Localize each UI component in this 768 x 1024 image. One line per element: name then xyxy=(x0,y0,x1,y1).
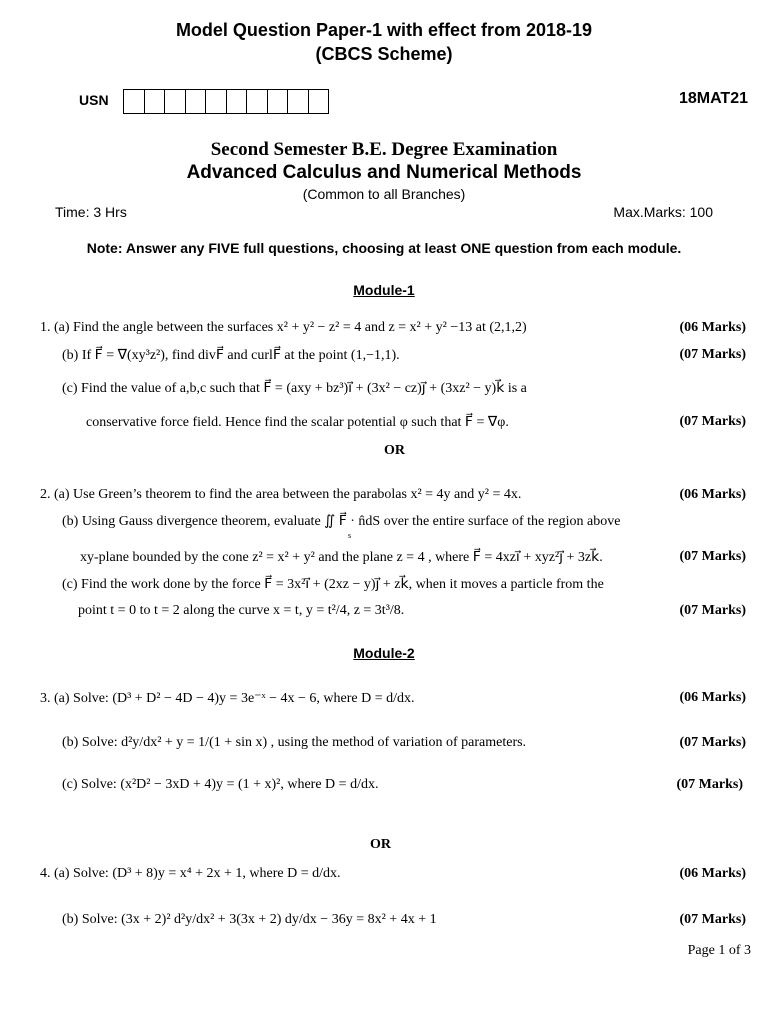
marks-4a: (06 Marks) xyxy=(679,866,746,881)
paper-title: Model Question Paper-1 with effect from 2018-19 xyxy=(175,20,593,40)
marks-3c: (07 Marks) xyxy=(676,777,743,792)
question-1b: (b) If F⃗ = ∇(xy³z²), find divF⃗ and curlF⃗ at the point (1,−1,1). xyxy=(62,348,400,363)
scheme-title: (CBCS Scheme) xyxy=(315,44,453,64)
question-1c-line2: conservative force field. Hence find the scalar potential φ such that F⃗ = ∇φ. xyxy=(86,415,509,430)
marks-3b: (07 Marks) xyxy=(679,735,746,750)
common-note: (Common to all Branches) xyxy=(302,186,466,202)
usn-label: USN xyxy=(79,92,109,108)
question-2a: 2. (a) Use Green’s theorem to find the area between the parabolas x² = 4y and y² = 4x. xyxy=(40,487,522,502)
question-2b-line1: (b) Using Gauss divergence theorem, evaluate ∬ F⃗ · n̂dS over the entire surface of the region above xyxy=(62,514,621,529)
question-2b-line2: xy-plane bounded by the cone z² = x² + y² and the plane z = 4 , where F⃗ = 4xzi⃗ + xyz²j⃗ + 3zk⃗. xyxy=(80,550,603,565)
or-divider-1: OR xyxy=(384,443,405,458)
marks-1a: (06 Marks) xyxy=(679,320,746,335)
question-2c-line2: point t = 0 to t = 2 along the curve x = t, y = t²/4, z = 3t³/8. xyxy=(78,603,405,618)
question-2b-subscript: s xyxy=(348,531,352,540)
marks-2b: (07 Marks) xyxy=(679,549,746,564)
marks-2c: (07 Marks) xyxy=(679,603,746,618)
question-1c-line1: (c) Find the value of a,b,c such that F⃗ = (axy + bz³)i⃗ + (3x² − cz)j⃗ + (3xz² − y)k⃗ is a xyxy=(62,381,527,396)
question-4a: 4. (a) Solve: (D³ + 8)y = x⁴ + 2x + 1, where D = d/dx. xyxy=(40,866,341,881)
semester-heading: Second Semester B.E. Degree Examination xyxy=(210,139,558,160)
or-divider-2: OR xyxy=(370,837,391,852)
instructions-note: Note: Answer any FIVE full questions, choosing at least ONE question from each module. xyxy=(86,240,682,256)
question-3a: 3. (a) Solve: (D³ + D² − 4D − 4)y = 3e⁻ˣ − 4x − 6, where D = d/dx. xyxy=(40,691,415,706)
page-number: Page 1 of 3 xyxy=(687,943,751,958)
marks-1c: (07 Marks) xyxy=(679,414,746,429)
module-2-heading: Module-2 xyxy=(353,645,415,661)
max-marks-label: Max.Marks: 100 xyxy=(613,204,713,220)
question-1a: 1. (a) Find the angle between the surfaces x² + y² − z² = 4 and z = x² + y² −13 at (2,1,2) xyxy=(40,320,527,335)
question-4b: (b) Solve: (3x + 2)² d²y/dx² + 3(3x + 2) dy/dx − 36y = 8x² + 4x + 1 xyxy=(62,912,437,927)
subject-heading: Advanced Calculus and Numerical Methods xyxy=(186,162,582,183)
module-1-heading: Module-1 xyxy=(353,282,415,298)
marks-2a: (06 Marks) xyxy=(679,487,746,502)
question-3b: (b) Solve: d²y/dx² + y = 1/(1 + sin x) , using the method of variation of parameters. xyxy=(62,735,527,750)
question-2c-line1: (c) Find the work done by the force F⃗ = 3x²i⃗ + (2xz − y)j⃗ + zk⃗, when it moves a particle from the xyxy=(62,577,604,592)
marks-4b: (07 Marks) xyxy=(679,912,746,927)
course-code: 18MAT21 xyxy=(678,90,748,107)
usn-boxes xyxy=(123,89,329,114)
marks-1b: (07 Marks) xyxy=(679,347,746,362)
marks-3a: (06 Marks) xyxy=(679,690,746,705)
question-3c: (c) Solve: (x²D² − 3xD + 4)y = (1 + x)², where D = d/dx. xyxy=(62,777,379,792)
time-label: Time: 3 Hrs xyxy=(55,204,127,220)
